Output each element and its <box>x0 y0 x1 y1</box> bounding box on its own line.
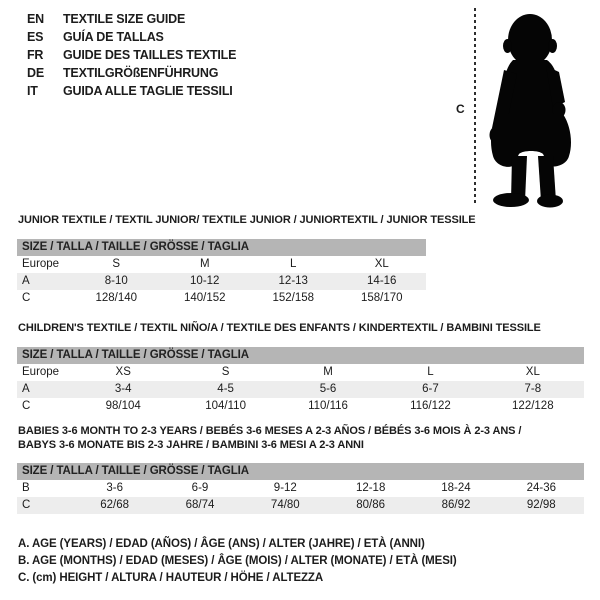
language-label: TEXTILE SIZE GUIDE <box>63 12 186 26</box>
table-row <box>17 364 584 381</box>
table-cell: 24-36 <box>526 482 557 494</box>
row-label: C <box>22 292 31 304</box>
table-cell: 3-4 <box>114 383 132 395</box>
table-cell: 12-18 <box>355 482 386 494</box>
table-cell: 4-5 <box>217 383 234 395</box>
measurement-legend <box>18 536 457 587</box>
row-label: Europe <box>22 258 60 270</box>
table-cell: 8-10 <box>104 275 128 287</box>
table-cell: 6-9 <box>191 482 209 494</box>
section-babies-textile <box>18 424 584 514</box>
row-label: A <box>22 383 30 395</box>
table-cell: S <box>112 258 121 270</box>
table-cell: 6-7 <box>422 383 439 395</box>
table-row <box>17 398 584 415</box>
children-size-table <box>17 347 584 415</box>
table-cell: 3-6 <box>106 482 123 494</box>
language-row <box>27 82 236 100</box>
language-code: EN <box>27 12 44 26</box>
language-title-block <box>27 10 236 100</box>
row-label: C <box>22 499 31 511</box>
table-cell: 98/104 <box>105 400 141 412</box>
table-cell: 152/158 <box>272 292 315 304</box>
language-row <box>27 46 236 64</box>
table-cell: XL <box>374 258 389 270</box>
table-cell: M <box>199 258 210 270</box>
table-row <box>17 290 426 307</box>
row-label: Europe <box>22 366 60 378</box>
row-label: B <box>22 482 30 494</box>
table-row <box>17 256 426 273</box>
section-title-babies-line2: BABYS 3-6 MONATE BIS 2-3 JAHRE / BAMBINI 3-6 MESI A 2-3 ANNI <box>18 439 364 451</box>
language-row <box>27 64 236 82</box>
language-code: FR <box>27 48 44 62</box>
table-cell: 110/116 <box>308 400 348 412</box>
table-cell: 158/170 <box>360 292 403 304</box>
size-header-bar: SIZE / TALLA / TAILLE / GRÖSSE / TAGLIA <box>17 463 584 480</box>
table-cell: 122/128 <box>512 400 554 412</box>
table-cell: S <box>221 366 230 378</box>
table-cell: 140/152 <box>183 292 226 304</box>
table-row <box>17 480 584 497</box>
language-code: ES <box>27 30 44 44</box>
language-label: GUIDA ALLE TAGLIE TESSILI <box>63 84 233 98</box>
legend-line-c: C. (cm) HEIGHT / ALTURA / HAUTEUR / HÖHE / ALTEZZA <box>18 572 324 584</box>
table-row <box>17 273 426 290</box>
table-cell: 68/74 <box>185 499 215 511</box>
table-cell: 92/98 <box>526 499 556 511</box>
language-code: IT <box>27 84 38 98</box>
table-cell: 14-16 <box>367 275 397 287</box>
language-label: GUÍA DE TALLAS <box>63 30 164 44</box>
toddler-silhouette-icon <box>483 8 579 208</box>
legend-line-a: A. AGE (YEARS) / EDAD (AÑOS) / ÂGE (ANS) / ALTER (JAHRE) / ETÀ (ANNI) <box>18 538 425 550</box>
legend-line-b: B. AGE (MONTHS) / EDAD (MESES) / ÂGE (MOIS) / ALTER (MONATE) / ETÀ (MESI) <box>18 555 457 567</box>
table-cell: 86/92 <box>441 499 471 511</box>
row-label: C <box>22 400 31 412</box>
height-measure-label: C <box>456 102 465 116</box>
table-cell: M <box>323 366 333 378</box>
table-row <box>17 497 584 514</box>
size-header-bar: SIZE / TALLA / TAILLE / GRÖSSE / TAGLIA <box>17 347 584 364</box>
table-cell: 12-13 <box>278 275 308 287</box>
section-title-babies-line1: BABIES 3-6 MONTH TO 2-3 YEARS / BEBÉS 3-6 MESES A 2-3 AÑOS / BÉBÉS 3-6 MOIS À 2-3 ANS / <box>18 425 522 437</box>
section-title-children: CHILDREN'S TEXTILE / TEXTIL NIÑO/A / TEXTILE DES ENFANTS / KINDERTEXTIL / BAMBINI TESSILE <box>18 322 541 334</box>
language-row <box>27 28 236 46</box>
row-label: A <box>22 275 30 287</box>
language-row <box>27 10 236 28</box>
table-cell: 9-12 <box>273 482 297 494</box>
junior-size-table <box>17 239 426 307</box>
table-cell: L <box>290 258 297 270</box>
table-cell: 104/110 <box>205 400 246 412</box>
table-cell: XL <box>525 366 540 378</box>
table-cell: L <box>427 366 434 378</box>
height-measure-dotted-line <box>474 8 476 206</box>
section-children-textile <box>18 321 584 415</box>
table-cell: 5-6 <box>319 383 337 395</box>
table-cell: 18-24 <box>441 482 471 494</box>
section-title-junior: JUNIOR TEXTILE / TEXTIL JUNIOR/ TEXTILE JUNIOR / JUNIORTEXTIL / JUNIOR TESSILE <box>18 214 476 226</box>
table-cell: 128/140 <box>95 292 138 304</box>
babies-size-table <box>17 463 584 514</box>
table-cell: 10-12 <box>190 275 220 287</box>
section-junior-textile <box>18 213 584 307</box>
table-cell: 80/86 <box>356 499 386 511</box>
language-code: DE <box>27 66 44 80</box>
table-cell: 62/68 <box>100 499 130 511</box>
table-cell: 116/122 <box>410 400 451 412</box>
size-header-bar: SIZE / TALLA / TAILLE / GRÖSSE / TAGLIA <box>17 239 426 256</box>
table-cell: 7-8 <box>524 383 542 395</box>
table-row <box>17 381 584 398</box>
table-cell: 74/80 <box>270 499 300 511</box>
table-cell: XS <box>115 366 131 378</box>
language-label: GUIDE DES TAILLES TEXTILE <box>63 48 237 62</box>
language-label: TEXTILGRÖßENFÜHRUNG <box>63 66 219 80</box>
